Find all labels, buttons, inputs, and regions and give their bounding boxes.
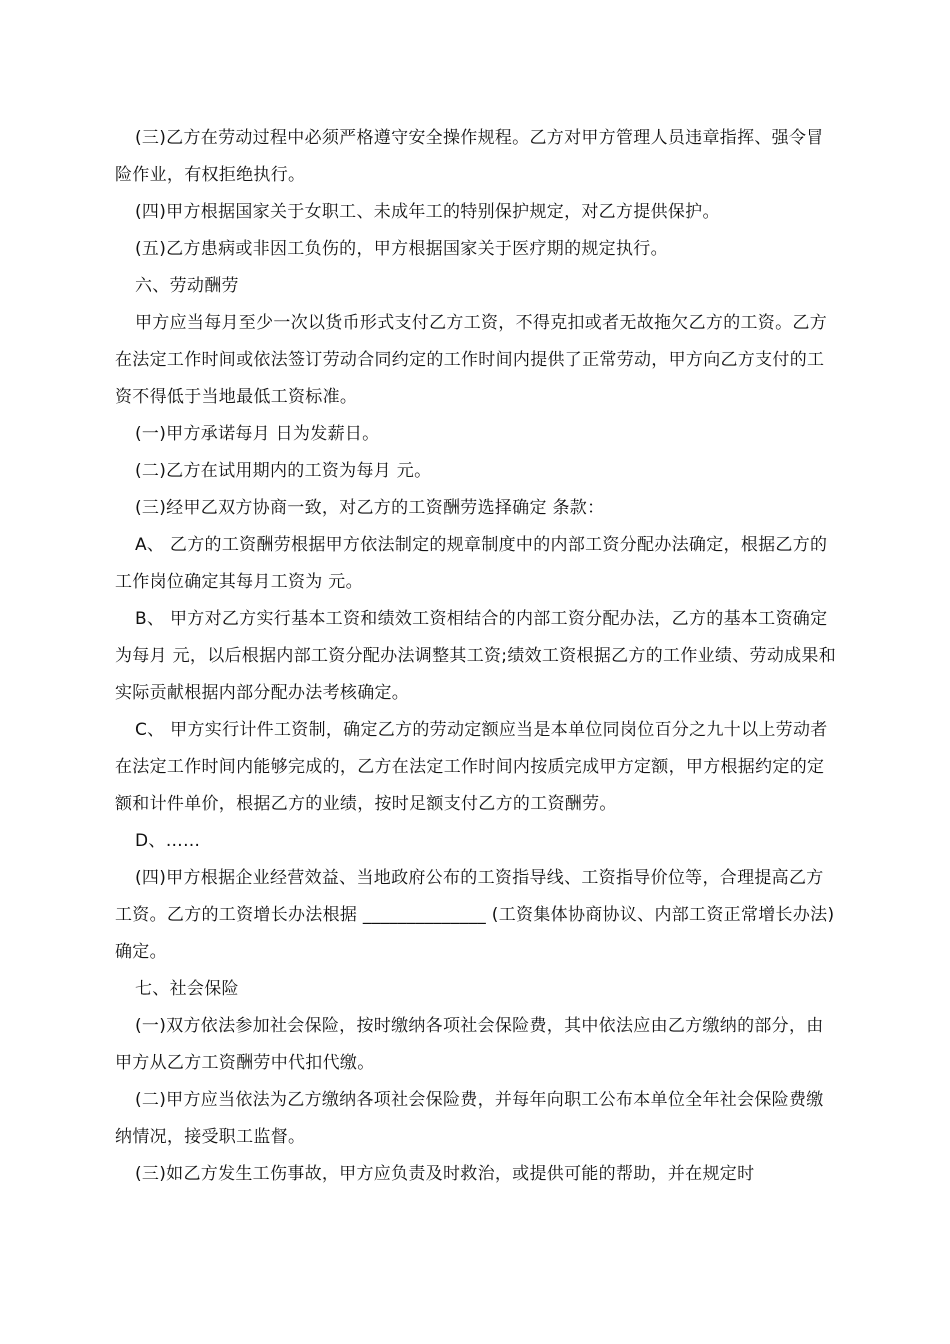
paragraph-option-c: C、 甲方实行计件工资制，确定乙方的劳动定额应当是本单位同岗位百分之九十以上劳动者在法定工作时间内能够完成的，乙方在法定工作时间内按质完成甲方定额，甲方根据约定的定额和计件单价，根据乙方的业绩，按时足额支付乙方的工资酬劳。 (115, 720, 828, 814)
paragraph-work-injury: (三)如乙方发生工伤事故，甲方应负责及时救治，或提供可能的帮助，并在规定时 (135, 1164, 755, 1184)
paragraph-female-protection: (四)甲方根据国家关于女职工、未成年工的特别保护规定，对乙方提供保护。 (135, 202, 720, 222)
paragraph-option-a: A、 乙方的工资酬劳根据甲方依法制定的规章制度中的内部工资分配办法确定，根据乙方的工作岗位确定其每月工资为 元。 (115, 535, 828, 592)
paragraph-option-b: B、 甲方对乙方实行基本工资和绩效工资相结合的内部工资分配办法，乙方的基本工资确定为每月 元，以后根据内部工资分配办法调整其工资;绩效工资根据乙方的工作业绩、劳动成果和实际贡献根据内部分配办法考核确定。 (115, 609, 837, 703)
paragraph-safety-rules: (三)乙方在劳动过程中必须严格遵守安全操作规程。乙方对甲方管理人员违章指挥、强令冒险作业，有权拒绝执行。 (115, 128, 824, 185)
paragraph-probation-wage: (二)乙方在试用期内的工资为每月 元。 (135, 461, 432, 481)
paragraph-payday: (一)甲方承诺每月 日为发薪日。 (135, 424, 380, 444)
section-heading-remuneration: 六、劳动酬劳 (135, 276, 239, 296)
paragraph-wage-payment: 甲方应当每月至少一次以货币形式支付乙方工资，不得克扣或者无故拖欠乙方的工资。乙方在法定工作时间或依法签订劳动合同约定的工作时间内提供了正常劳动，甲方向乙方支付的工资不得低于当地最低工资标准。 (115, 313, 827, 407)
section-heading-social-insurance: 七、社会保险 (135, 979, 239, 999)
paragraph-wage-option: (三)经甲乙双方协商一致，对乙方的工资酬劳选择确定 条款： (135, 498, 605, 518)
paragraph-insurance-participation: (一)双方依法参加社会保险，按时缴纳各项社会保险费，其中依法应由乙方缴纳的部分，由甲方从乙方工资酬劳中代扣代缴。 (115, 1016, 824, 1073)
paragraph-medical-period: (五)乙方患病或非因工负伤的，甲方根据国家关于医疗期的规定执行。 (135, 239, 668, 259)
paragraph-option-d: D、…… (135, 831, 201, 851)
paragraph-wage-increase: (四)甲方根据企业经营效益、当地政府公布的工资指导线、工资指导价位等，合理提高乙方工资。乙方的工资增长办法根据 ______________ (工资集体协商协议、内部工资正常增长办法)确定。 (115, 868, 835, 962)
paragraph-insurance-payment: (二)甲方应当依法为乙方缴纳各项社会保险费，并每年向职工公布本单位全年社会保险费缴纳情况，接受职工监督。 (115, 1090, 824, 1147)
document-body (115, 120, 837, 1193)
